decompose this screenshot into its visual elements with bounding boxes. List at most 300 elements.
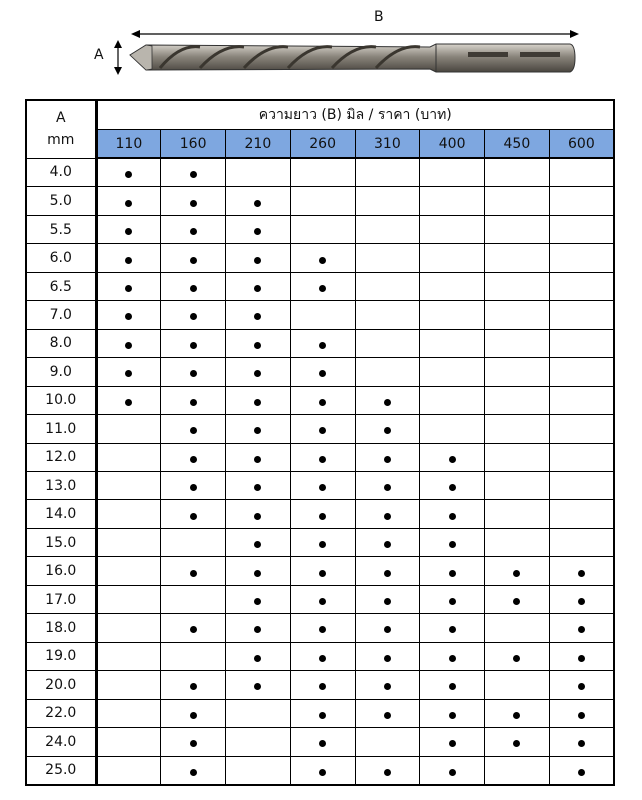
diameter-cell: 8.0 — [26, 329, 96, 357]
availability-cell — [96, 528, 161, 556]
availability-dot — [254, 484, 261, 491]
length-header-cell: 160 — [161, 130, 226, 159]
availability-dot — [319, 541, 326, 548]
availability-cell — [226, 358, 291, 386]
dimension-b-label: B — [374, 9, 384, 25]
availability-dot — [449, 740, 456, 747]
availability-dot — [384, 769, 391, 776]
availability-cell — [355, 642, 420, 670]
table-row — [26, 756, 614, 785]
availability-cell — [290, 614, 355, 642]
availability-cell — [161, 528, 226, 556]
availability-cell — [226, 244, 291, 272]
availability-cell — [485, 728, 550, 756]
diameter-cell: 6.0 — [26, 244, 96, 272]
availability-cell — [485, 301, 550, 329]
availability-dot — [384, 598, 391, 605]
availability-dot — [578, 626, 585, 633]
availability-cell — [226, 528, 291, 556]
availability-cell — [161, 557, 226, 585]
availability-dot — [190, 626, 197, 633]
availability-cell — [420, 756, 485, 785]
table-row — [26, 728, 614, 756]
availability-cell — [355, 187, 420, 215]
availability-dot — [254, 257, 261, 264]
availability-dot — [190, 740, 197, 747]
availability-cell — [290, 557, 355, 585]
diameter-cell: 11.0 — [26, 415, 96, 443]
availability-cell — [290, 756, 355, 785]
availability-cell — [549, 158, 614, 187]
availability-dot — [319, 598, 326, 605]
length-header-cell: 110 — [96, 130, 161, 159]
availability-dot — [578, 683, 585, 690]
availability-dot — [513, 570, 520, 577]
availability-dot — [190, 769, 197, 776]
availability-cell — [290, 358, 355, 386]
availability-cell — [485, 329, 550, 357]
availability-dot — [513, 712, 520, 719]
availability-cell — [549, 671, 614, 699]
availability-dot — [449, 456, 456, 463]
availability-cell — [485, 585, 550, 613]
diameter-cell: 17.0 — [26, 585, 96, 613]
drill-bit-illustration — [0, 0, 642, 92]
availability-cell — [420, 500, 485, 528]
availability-cell — [420, 443, 485, 471]
availability-cell — [96, 386, 161, 414]
availability-cell — [549, 699, 614, 727]
availability-cell — [161, 301, 226, 329]
availability-dot — [190, 285, 197, 292]
availability-cell — [355, 756, 420, 785]
availability-cell — [290, 215, 355, 243]
availability-cell — [485, 358, 550, 386]
availability-cell — [290, 415, 355, 443]
availability-cell — [355, 500, 420, 528]
availability-cell — [420, 415, 485, 443]
availability-dot — [190, 456, 197, 463]
drill-size-table — [25, 99, 615, 786]
availability-cell — [290, 528, 355, 556]
availability-cell — [161, 272, 226, 300]
availability-dot — [384, 541, 391, 548]
availability-cell — [226, 215, 291, 243]
availability-cell — [420, 244, 485, 272]
diameter-cell: 5.0 — [26, 187, 96, 215]
availability-cell — [549, 728, 614, 756]
availability-dot — [319, 712, 326, 719]
availability-cell — [161, 642, 226, 670]
availability-cell — [549, 756, 614, 785]
availability-cell — [226, 671, 291, 699]
availability-dot — [254, 541, 261, 548]
availability-dot — [125, 257, 132, 264]
availability-dot — [254, 200, 261, 207]
availability-cell — [355, 272, 420, 300]
availability-cell — [96, 272, 161, 300]
availability-dot — [254, 513, 261, 520]
availability-cell — [161, 671, 226, 699]
availability-dot — [254, 655, 261, 662]
diameter-cell: 12.0 — [26, 443, 96, 471]
availability-cell — [485, 471, 550, 499]
availability-cell — [96, 329, 161, 357]
availability-cell — [161, 443, 226, 471]
availability-cell — [420, 386, 485, 414]
availability-dot — [449, 626, 456, 633]
availability-dot — [449, 598, 456, 605]
diameter-cell: 24.0 — [26, 728, 96, 756]
availability-cell — [485, 642, 550, 670]
availability-cell — [485, 187, 550, 215]
availability-dot — [125, 342, 132, 349]
availability-dot — [125, 313, 132, 320]
availability-cell — [226, 386, 291, 414]
diameter-cell: 19.0 — [26, 642, 96, 670]
availability-cell — [290, 671, 355, 699]
availability-cell — [290, 187, 355, 215]
availability-cell — [355, 699, 420, 727]
availability-dot — [449, 683, 456, 690]
availability-cell — [226, 187, 291, 215]
availability-cell — [290, 272, 355, 300]
table-row — [26, 500, 614, 528]
diameter-cell: 16.0 — [26, 557, 96, 585]
availability-cell — [161, 187, 226, 215]
availability-cell — [96, 244, 161, 272]
availability-dot — [190, 257, 197, 264]
availability-dot — [384, 626, 391, 633]
availability-cell — [485, 158, 550, 187]
availability-dot — [319, 399, 326, 406]
availability-cell — [96, 671, 161, 699]
availability-dot — [254, 313, 261, 320]
availability-cell — [355, 301, 420, 329]
diameter-header-unit: mm — [47, 132, 75, 149]
availability-cell — [161, 585, 226, 613]
availability-dot — [578, 769, 585, 776]
availability-cell — [485, 500, 550, 528]
availability-dot — [190, 370, 197, 377]
availability-dot — [449, 513, 456, 520]
availability-cell — [161, 756, 226, 785]
availability-cell — [226, 415, 291, 443]
availability-dot — [384, 513, 391, 520]
availability-cell — [96, 557, 161, 585]
availability-cell — [226, 443, 291, 471]
availability-dot — [254, 285, 261, 292]
table-row — [26, 557, 614, 585]
availability-dot — [319, 683, 326, 690]
availability-dot — [319, 427, 326, 434]
availability-dot — [190, 171, 197, 178]
availability-cell — [549, 215, 614, 243]
table-row — [26, 272, 614, 300]
table-row — [26, 614, 614, 642]
availability-cell — [355, 557, 420, 585]
availability-cell — [226, 158, 291, 187]
availability-dot — [384, 683, 391, 690]
availability-cell — [549, 443, 614, 471]
availability-dot — [254, 342, 261, 349]
availability-cell — [355, 728, 420, 756]
availability-dot — [319, 769, 326, 776]
availability-cell — [420, 272, 485, 300]
availability-cell — [549, 500, 614, 528]
diameter-header — [26, 100, 96, 158]
length-price-header: ความยาว (B) มิล / ราคา (บาท) — [96, 100, 614, 130]
availability-cell — [355, 415, 420, 443]
availability-cell — [290, 471, 355, 499]
availability-cell — [549, 244, 614, 272]
diameter-cell: 6.5 — [26, 272, 96, 300]
availability-dot — [254, 399, 261, 406]
availability-dot — [319, 370, 326, 377]
availability-cell — [226, 272, 291, 300]
availability-dot — [190, 484, 197, 491]
availability-dot — [384, 427, 391, 434]
availability-cell — [226, 500, 291, 528]
availability-dot — [190, 513, 197, 520]
availability-dot — [254, 570, 261, 577]
availability-cell — [485, 557, 550, 585]
availability-cell — [420, 215, 485, 243]
availability-dot — [190, 228, 197, 235]
availability-cell — [549, 614, 614, 642]
availability-dot — [578, 598, 585, 605]
availability-dot — [125, 285, 132, 292]
availability-cell — [355, 528, 420, 556]
availability-dot — [254, 228, 261, 235]
availability-cell — [420, 671, 485, 699]
availability-cell — [420, 728, 485, 756]
availability-dot — [449, 541, 456, 548]
availability-cell — [96, 642, 161, 670]
table-row — [26, 301, 614, 329]
table-row — [26, 443, 614, 471]
availability-dot — [384, 456, 391, 463]
diameter-cell: 18.0 — [26, 614, 96, 642]
availability-dot — [190, 313, 197, 320]
availability-cell — [485, 528, 550, 556]
availability-cell — [420, 358, 485, 386]
availability-cell — [549, 585, 614, 613]
availability-cell — [290, 585, 355, 613]
table-row — [26, 528, 614, 556]
availability-cell — [485, 614, 550, 642]
availability-dot — [319, 513, 326, 520]
table-row — [26, 329, 614, 357]
availability-cell — [485, 756, 550, 785]
table-row — [26, 187, 614, 215]
availability-cell — [96, 500, 161, 528]
availability-cell — [161, 471, 226, 499]
availability-dot — [319, 655, 326, 662]
table-row — [26, 585, 614, 613]
availability-cell — [549, 329, 614, 357]
availability-cell — [549, 471, 614, 499]
availability-cell — [420, 699, 485, 727]
length-header-cell: 600 — [549, 130, 614, 159]
availability-cell — [485, 443, 550, 471]
availability-dot — [190, 399, 197, 406]
availability-cell — [355, 158, 420, 187]
availability-cell — [485, 699, 550, 727]
availability-cell — [549, 557, 614, 585]
availability-cell — [226, 614, 291, 642]
availability-dot — [125, 228, 132, 235]
table-row — [26, 671, 614, 699]
availability-cell — [290, 443, 355, 471]
availability-cell — [290, 500, 355, 528]
availability-cell — [485, 415, 550, 443]
availability-dot — [319, 626, 326, 633]
table-row — [26, 158, 614, 187]
availability-dot — [449, 712, 456, 719]
availability-cell — [226, 642, 291, 670]
availability-cell — [290, 158, 355, 187]
diameter-cell: 22.0 — [26, 699, 96, 727]
availability-cell — [549, 415, 614, 443]
availability-cell — [226, 557, 291, 585]
availability-cell — [96, 585, 161, 613]
availability-cell — [96, 614, 161, 642]
availability-cell — [96, 215, 161, 243]
availability-dot — [449, 769, 456, 776]
availability-dot — [254, 427, 261, 434]
availability-cell — [96, 358, 161, 386]
diameter-cell: 15.0 — [26, 528, 96, 556]
availability-cell — [355, 471, 420, 499]
availability-cell — [161, 500, 226, 528]
diameter-header-label: A — [55, 110, 66, 127]
length-header-cell: 400 — [420, 130, 485, 159]
availability-cell — [290, 301, 355, 329]
availability-cell — [355, 329, 420, 357]
availability-dot — [449, 655, 456, 662]
availability-cell — [161, 728, 226, 756]
diameter-cell: 7.0 — [26, 301, 96, 329]
diameter-cell: 5.5 — [26, 215, 96, 243]
availability-cell — [355, 244, 420, 272]
availability-dot — [254, 598, 261, 605]
availability-dot — [578, 570, 585, 577]
availability-dot — [190, 683, 197, 690]
availability-dot — [190, 570, 197, 577]
availability-dot — [319, 257, 326, 264]
availability-cell — [355, 671, 420, 699]
availability-cell — [290, 386, 355, 414]
availability-dot — [319, 342, 326, 349]
availability-cell — [161, 699, 226, 727]
availability-dot — [254, 683, 261, 690]
availability-dot — [578, 655, 585, 662]
availability-cell — [485, 386, 550, 414]
availability-dot — [513, 740, 520, 747]
availability-cell — [226, 329, 291, 357]
availability-dot — [319, 570, 326, 577]
availability-cell — [549, 358, 614, 386]
availability-cell — [96, 699, 161, 727]
availability-cell — [355, 614, 420, 642]
availability-cell — [485, 272, 550, 300]
table-row — [26, 471, 614, 499]
diameter-cell: 20.0 — [26, 671, 96, 699]
availability-cell — [420, 187, 485, 215]
availability-cell — [161, 215, 226, 243]
availability-dot — [578, 712, 585, 719]
availability-dot — [384, 655, 391, 662]
availability-cell — [355, 358, 420, 386]
length-header-cell: 310 — [355, 130, 420, 159]
availability-cell — [420, 557, 485, 585]
availability-cell — [161, 614, 226, 642]
table-row — [26, 215, 614, 243]
availability-cell — [549, 528, 614, 556]
diameter-cell: 10.0 — [26, 386, 96, 414]
availability-dot — [319, 740, 326, 747]
availability-cell — [96, 728, 161, 756]
availability-cell — [549, 642, 614, 670]
availability-dot — [125, 171, 132, 178]
diameter-cell: 4.0 — [26, 158, 96, 187]
availability-cell — [355, 386, 420, 414]
availability-dot — [125, 399, 132, 406]
availability-dot — [319, 484, 326, 491]
availability-cell — [420, 614, 485, 642]
availability-cell — [485, 671, 550, 699]
table-row — [26, 358, 614, 386]
availability-cell — [226, 585, 291, 613]
availability-dot — [384, 484, 391, 491]
availability-cell — [549, 301, 614, 329]
availability-dot — [449, 570, 456, 577]
availability-cell — [290, 728, 355, 756]
availability-cell — [96, 756, 161, 785]
diameter-cell: 25.0 — [26, 756, 96, 785]
availability-cell — [355, 585, 420, 613]
availability-cell — [96, 187, 161, 215]
availability-cell — [96, 471, 161, 499]
availability-cell — [161, 386, 226, 414]
availability-dot — [319, 456, 326, 463]
availability-cell — [226, 756, 291, 785]
length-header-row — [26, 130, 614, 159]
diameter-cell: 14.0 — [26, 500, 96, 528]
availability-cell — [420, 471, 485, 499]
availability-cell — [96, 443, 161, 471]
availability-cell — [290, 244, 355, 272]
availability-dot — [254, 456, 261, 463]
availability-dot — [190, 200, 197, 207]
table-body — [26, 158, 614, 785]
dimension-a-label: A — [94, 47, 104, 63]
availability-cell — [226, 699, 291, 727]
availability-dot — [513, 655, 520, 662]
length-header-cell: 210 — [226, 130, 291, 159]
length-header-cell: 450 — [485, 130, 550, 159]
availability-dot — [384, 570, 391, 577]
table-row — [26, 642, 614, 670]
availability-cell — [226, 728, 291, 756]
availability-cell — [161, 329, 226, 357]
availability-cell — [290, 329, 355, 357]
availability-cell — [549, 187, 614, 215]
availability-cell — [549, 386, 614, 414]
availability-cell — [290, 699, 355, 727]
diameter-cell: 13.0 — [26, 471, 96, 499]
